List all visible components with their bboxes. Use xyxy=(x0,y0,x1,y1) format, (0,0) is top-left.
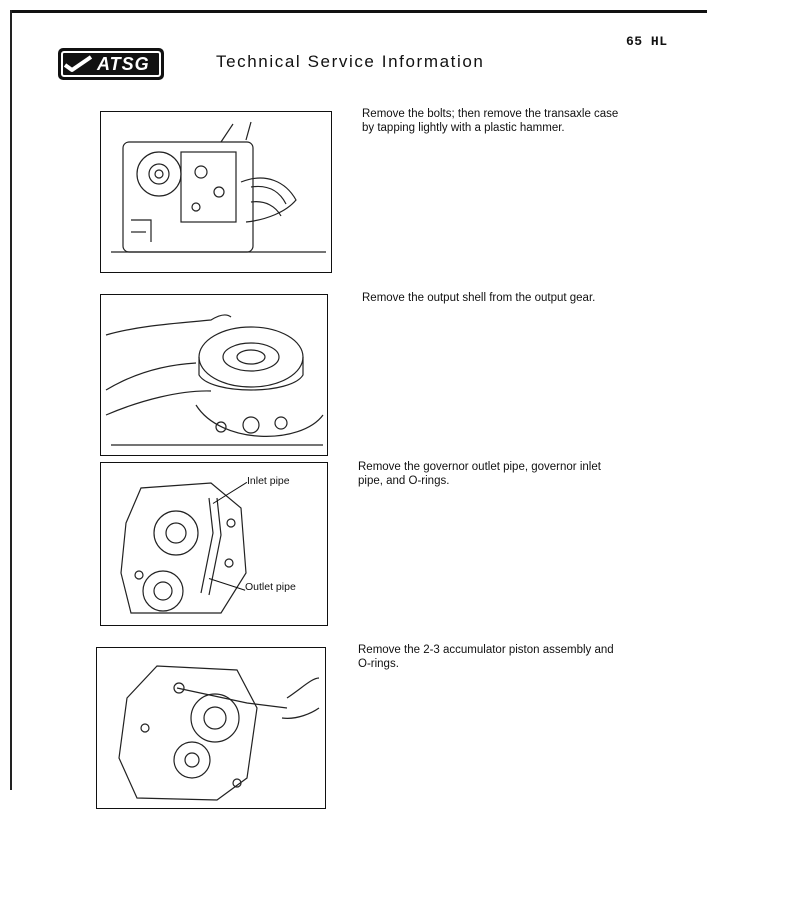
figure-governor-pipes xyxy=(100,462,328,626)
checkmark-icon xyxy=(63,55,93,73)
figure-accumulator-piston xyxy=(96,647,326,809)
step-4-caption: Remove the 2-3 accumulator piston assembly and O-rings. xyxy=(358,644,614,670)
step-3-caption: Remove the governor outlet pipe, governor inlet pipe, and O-rings. xyxy=(358,461,601,487)
step-1-caption: Remove the bolts; then remove the transaxle case by tapping lightly with a plastic hammer. xyxy=(362,108,619,134)
atsg-logo xyxy=(58,48,164,80)
page-number: 65 HL xyxy=(626,34,668,49)
left-rule xyxy=(10,10,12,790)
figure-transaxle-case xyxy=(100,111,332,273)
figure-output-shell xyxy=(100,294,328,456)
page-title: Technical Service Information xyxy=(216,52,485,71)
logo-text: ATSG xyxy=(97,53,150,74)
top-rule xyxy=(12,10,707,13)
inlet-pipe-label: Inlet pipe xyxy=(247,475,290,487)
outlet-pipe-label: Outlet pipe xyxy=(245,581,296,593)
step-2-caption: Remove the output shell from the output gear. xyxy=(362,292,596,304)
